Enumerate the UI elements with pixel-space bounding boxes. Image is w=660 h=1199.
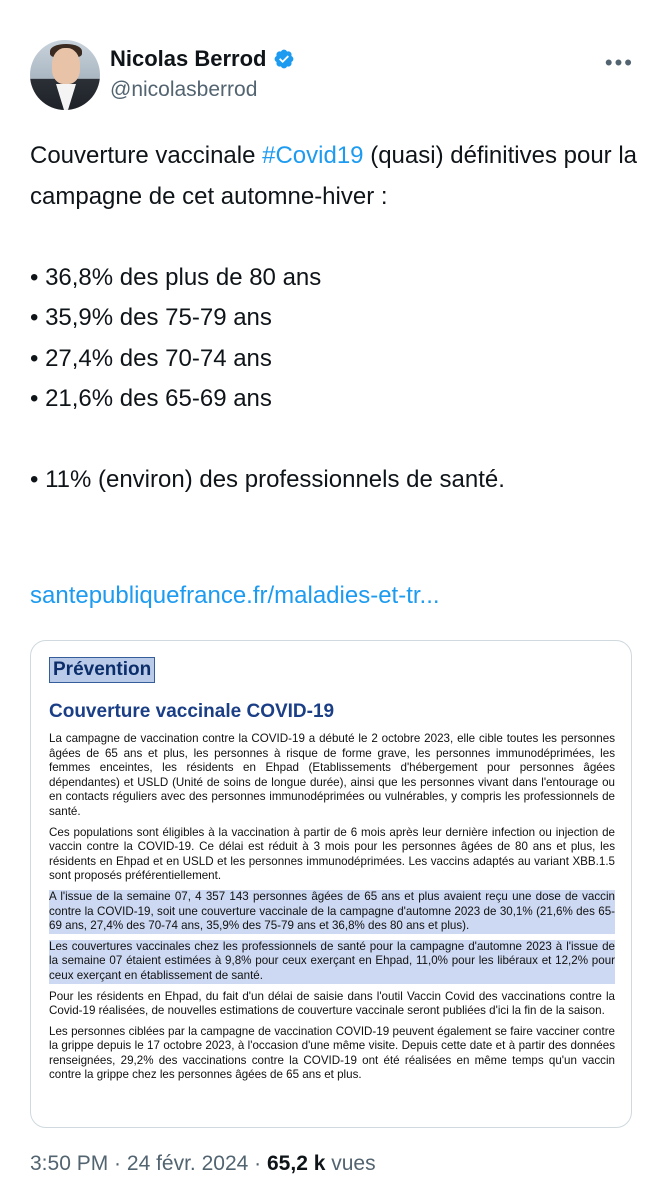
attached-image[interactable] (30, 640, 632, 1128)
author-handle[interactable]: @nicolasberrod (110, 78, 258, 101)
author-name[interactable]: Nicolas Berrod (110, 46, 267, 71)
more-options-icon[interactable]: ••• (604, 50, 634, 75)
document-title: Couverture vaccinale COVID-19 (49, 701, 335, 722)
views-count: 65,2 k (267, 1152, 326, 1175)
separator: · (248, 1152, 267, 1175)
tweet-time[interactable]: 3:50 PM (30, 1152, 109, 1175)
views-label: vues (325, 1152, 376, 1175)
hashtag-link[interactable]: #Covid19 (262, 142, 364, 169)
section-label: Prévention (49, 657, 155, 683)
bullet-item: • 11% (environ) des professionnels de santé. (30, 466, 505, 493)
verified-badge-icon (273, 48, 295, 70)
bullet-item: • 35,9% des 75-79 ans (30, 304, 272, 331)
separator: · (108, 1152, 127, 1175)
avatar[interactable] (30, 40, 100, 110)
external-link[interactable]: santepubliquefrance.fr/maladies-et-tr... (30, 582, 440, 609)
document-paragraph: Les personnes ciblées par la campagne de vaccination COVID-19 peuvent également se faire vacciner contre la grippe depuis le 17 octobre 2023, à l'occasion d'une même visite. Depuis cette date et à partir des données renseignées, 29,2% des vaccinations contre la COVID-19 ont été réalisées en même temps qu'un vaccin contre la grippe chez les personnes âgées de 65 ans et plus. (49, 1024, 615, 1082)
document-paragraph: Pour les résidents en Ehpad, du fait d'un délai de saisie dans l'outil Vaccin Covid des vaccinations contre la Covid-19 réalisées, de nouvelles estimations de couverture vaccinale seront publiées d'ici la fin de la saison. (49, 989, 615, 1018)
highlighted-paragraph: A l'issue de la semaine 07, 4 357 143 personnes âgées de 65 ans et plus avaient reçu une dose de vaccin contre la COVID-19, soit une couverture vaccinale de la campagne d'automne 2023 de 30,1% (21,6% des 65-69 ans, 27,4% des 70-74 ans, 35,9% des 75-79 ans et 36,8% des 80 ans et plus). (49, 889, 615, 933)
bullet-item: • 21,6% des 65-69 ans (30, 385, 272, 412)
document-excerpt (49, 657, 615, 1083)
bullet-item: • 36,8% des plus de 80 ans (30, 263, 322, 291)
highlighted-paragraph: Les couvertures vaccinales chez les professionnels de santé pour la campagne d'automne 2023 à l'issue de la semaine 07 étaient estimées à 9,8% pour ceux exerçant en Ehpad, 11,0% pour les libéraux et 12,2% pour ceux exerçant en établissement de santé. (49, 939, 615, 982)
author-name-row (110, 44, 295, 74)
tweet-date[interactable]: 24 févr. 2024 (126, 1152, 249, 1175)
intro-text: Couverture vaccinale (30, 142, 263, 169)
document-paragraph: Ces populations sont éligibles à la vaccination à partir de 6 mois après leur dernière infection ou injection de vaccin contre la COVID-19. Ce délai est réduit à 3 mois pour les personnes âgées de 80 ans et plus, les résidents en Ehpad et en USLD et les personnes immunodéprimées. Les vaccins adaptés au variant XBB.1.5 sont proposés préférentiellement. (49, 825, 615, 883)
tweet-meta (30, 1152, 376, 1176)
tweet-header (30, 40, 640, 112)
tweet-intro (30, 136, 640, 217)
intro-text-continued: (quasi) définitives pour la campagne de cet automne-hiver : (30, 142, 637, 210)
bullet-item: • 27,4% des 70-74 ans (30, 344, 272, 372)
tweet-text (30, 136, 640, 501)
document-paragraph: La campagne de vaccination contre la COVID-19 a débuté le 2 octobre 2023, elle cible toutes les personnes âgées de 65 ans et plus, les personnes à risque de forme grave, les personnes immunodéprimées, les femmes enceintes, les résidents en Ehpad (Etablissements d'hébergement pour personnes âgées dépendantes) et USLD (Unité de soins de longue durée), ainsi que les personnes vivant dans l'entourage ou en contacts réguliers avec des personnes immunodéprimées ou vulnérables, y compris les professionnels de santé. (49, 732, 615, 818)
